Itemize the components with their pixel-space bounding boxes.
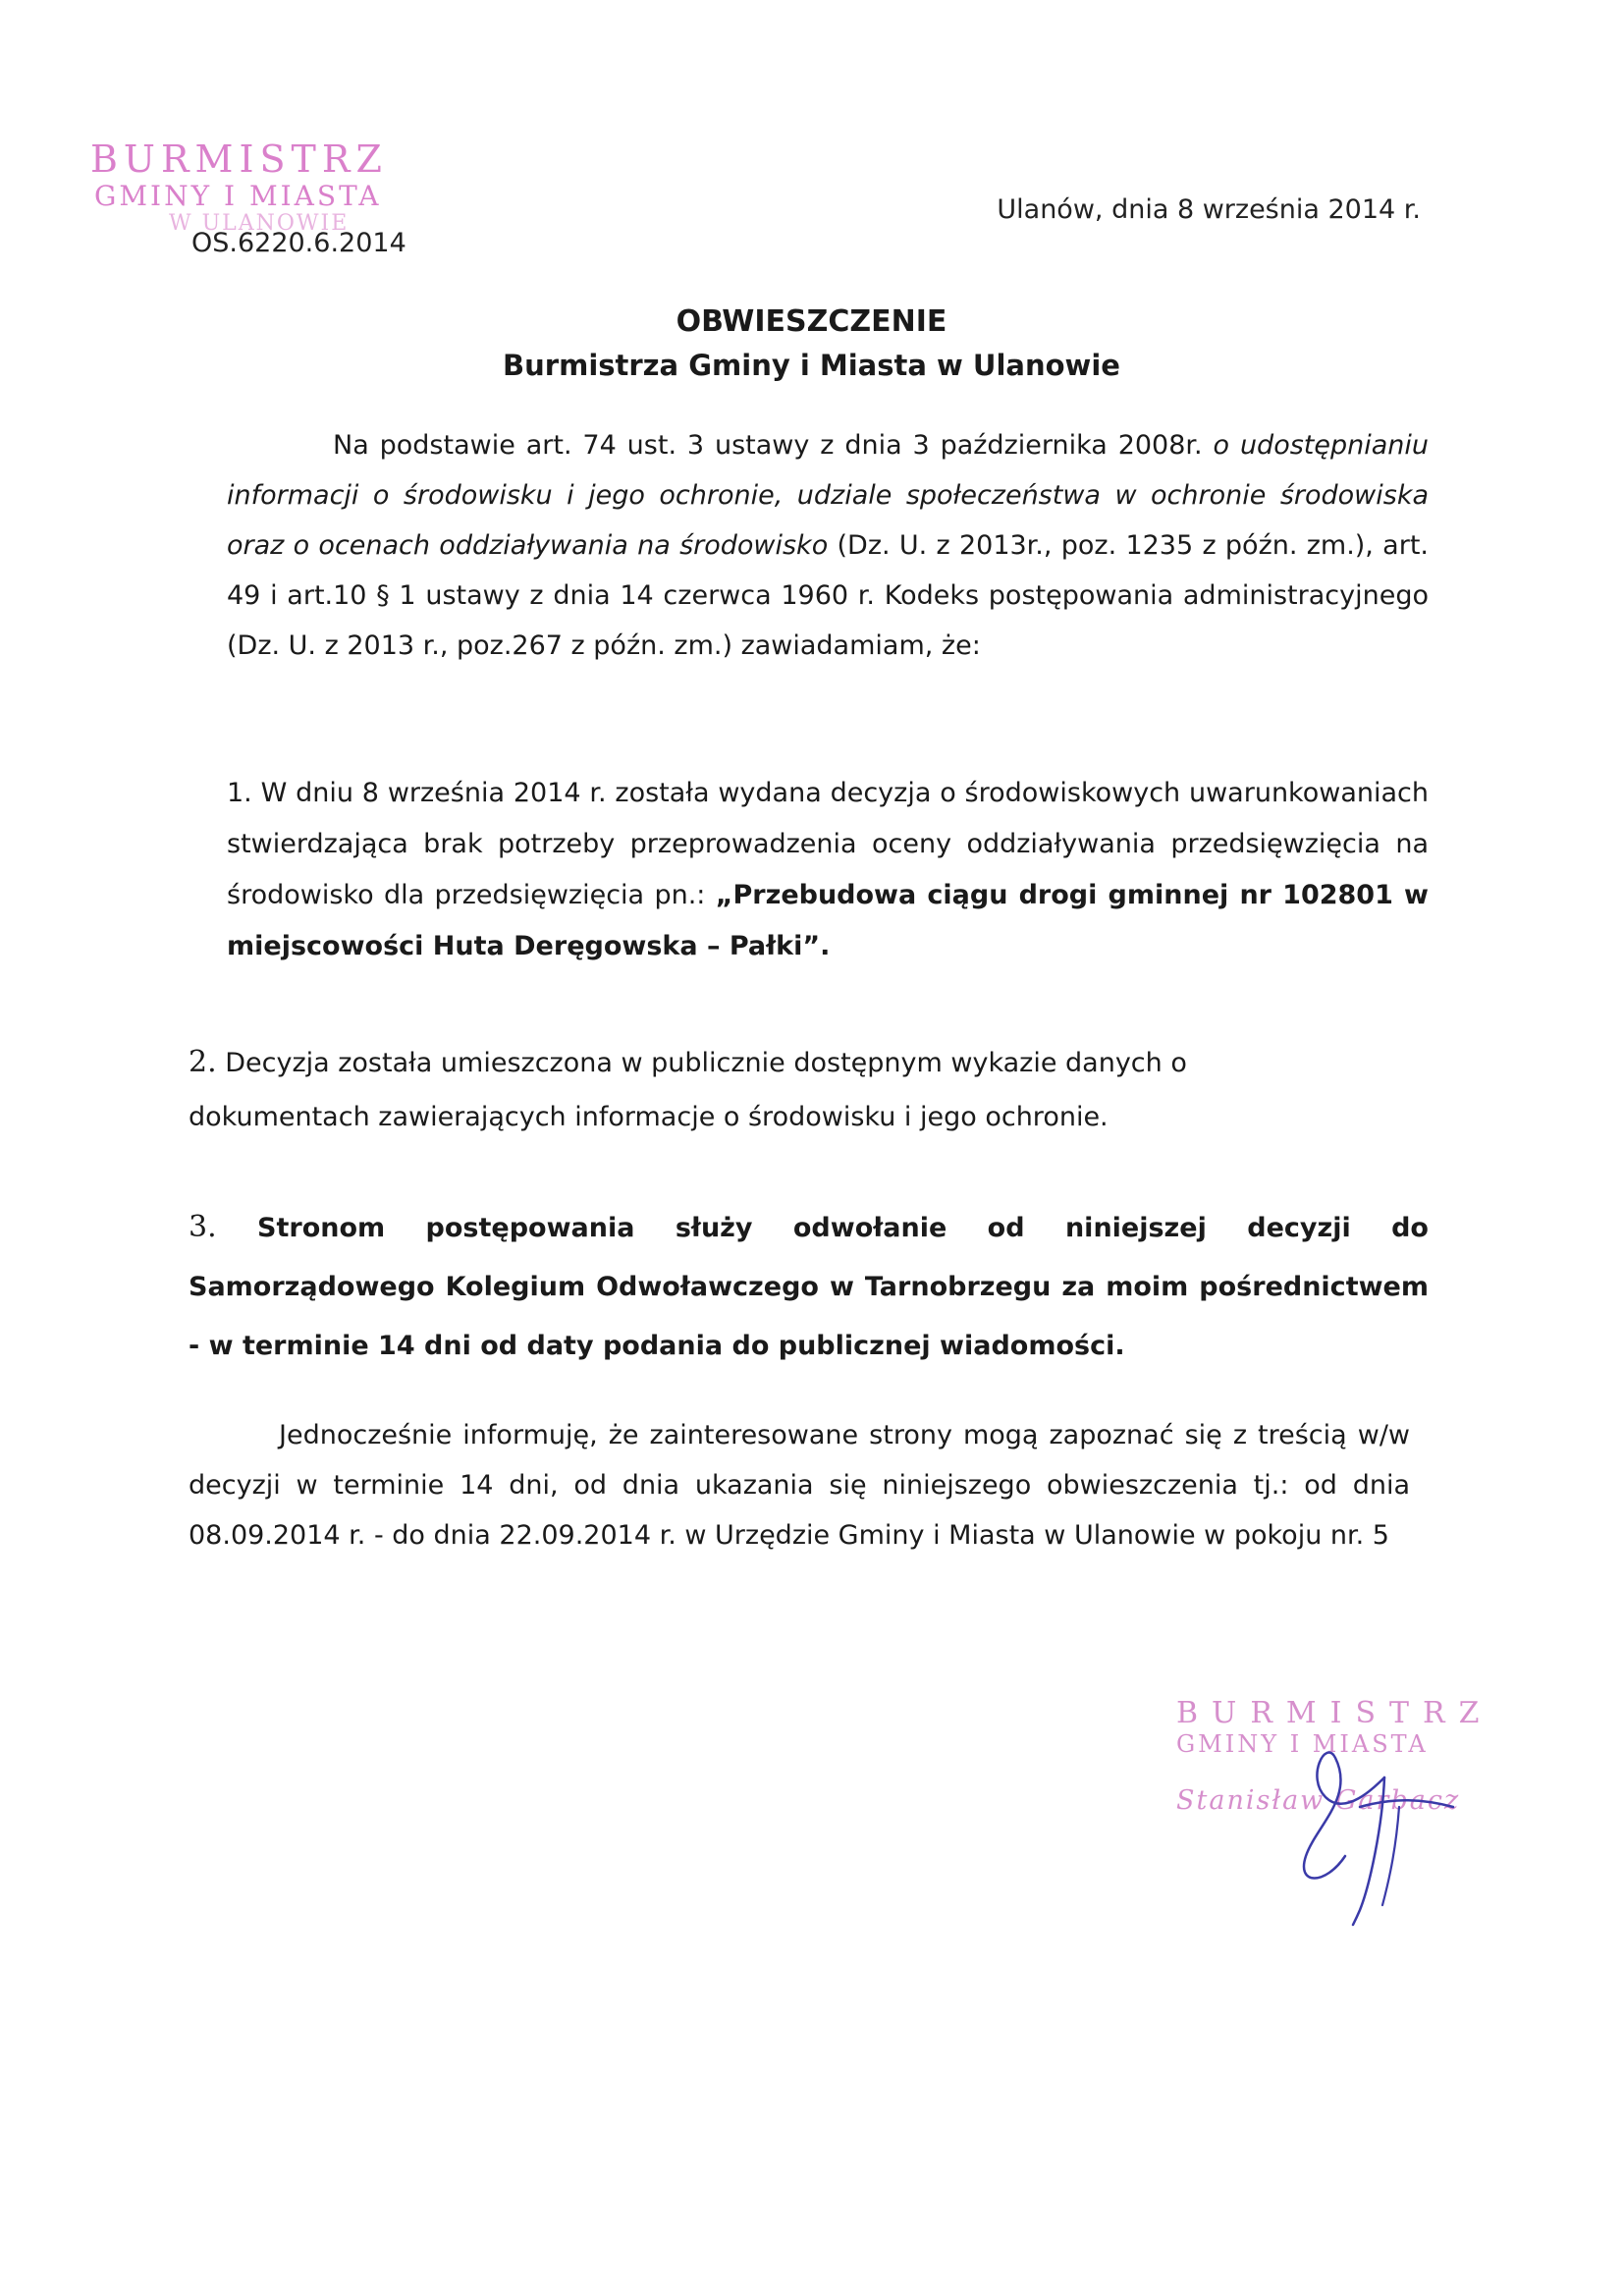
office-stamp-top <box>90 137 388 236</box>
title-line-2: Burmistrza Gminy i Miasta w Ulanowie <box>503 349 1120 382</box>
intro-rest: (Dz. U. z 2013r., poz. 1235 z późn. zm.), art. 49 i art.10 § 1 ustawy z dnia 14 czerwca 1960 r. Kodeks postępowania administracyjnego (Dz. U. z 2013 r., poz.267 z późn. zm.) zawiadamiam, że: <box>227 530 1429 661</box>
point-2 <box>189 1035 1233 1144</box>
document-title <box>0 301 1623 387</box>
stamp-line-1: BURMISTRZ <box>90 137 388 181</box>
point-2-text: Decyzja została umieszczona w publicznie dostępnym wykazie danych o dokumentach zawierających informacje o środowisku i jego ochronie. <box>189 1048 1187 1132</box>
point-3-text: Stronom postępowania służy odwołanie od niniejszej decyzji do Samorządowego Kolegium Odwoławczego w Tarnobrzegu za moim pośrednictwem - w terminie 14 dni od daty podania do publicznej wiadomości. <box>189 1213 1429 1361</box>
stamp-line-2: GMINY I MIASTA <box>94 180 382 212</box>
point-3 <box>189 1198 1429 1376</box>
signature-stamp-name: Stanisław Garbacz <box>1176 1785 1461 1816</box>
reference-number: OS.6220.6.2014 <box>191 228 406 258</box>
intro-act-title: o udostępnianiu informacji o środowisku i jego ochronie, udziale społeczeństwa w ochronie środowiska oraz o ocenach oddziaływania na środowisko <box>227 430 1430 561</box>
point-1-text: 1. W dniu 8 września 2014 r. została wydana decyzja o środowiskowych uwarunkowaniach stwierdzająca brak potrzeby przeprowadzenia oceny oddziaływania przedsięwzięcia na środowisko dla przedsięwzięcia pn.: <box>227 778 1429 910</box>
point-2-number: 2. <box>189 1045 217 1079</box>
handwritten-signature <box>1267 1738 1483 1935</box>
signature-stamp-line-1: BURMISTRZ <box>1176 1696 1493 1730</box>
point-1 <box>227 768 1429 972</box>
title-line-1: OBWIESZCZENIE <box>676 304 947 339</box>
point-3-number: 3. <box>189 1210 217 1244</box>
intro-paragraph <box>227 420 1429 671</box>
closing-paragraph: Jednocześnie informuję, że zainteresowane strony mogą zapoznać się z treścią w/w decyzji w terminie 14 dni, od dnia ukazania się niniejszego obwieszczenia tj.: od dnia 08.09.2014 r. - do dnia 22.09.2014 r. w Urzędzie Gminy i Miasta w Ulanowie w pokoju nr. 5 <box>189 1420 1410 1551</box>
signature-stamp-line-2: GMINY I MIASTA <box>1176 1730 1429 1758</box>
intro-lead: Na podstawie art. 74 ust. 3 ustawy z dnia 3 października 2008r. <box>333 430 1203 461</box>
point-1-project: „Przebudowa ciągu drogi gminnej nr 102801 w miejscowości Huta Deręgowska – Pałki”. <box>227 880 1429 961</box>
place-date: Ulanów, dnia 8 września 2014 r. <box>997 194 1421 225</box>
stamp-line-3: W ULANOWIE <box>169 211 350 236</box>
